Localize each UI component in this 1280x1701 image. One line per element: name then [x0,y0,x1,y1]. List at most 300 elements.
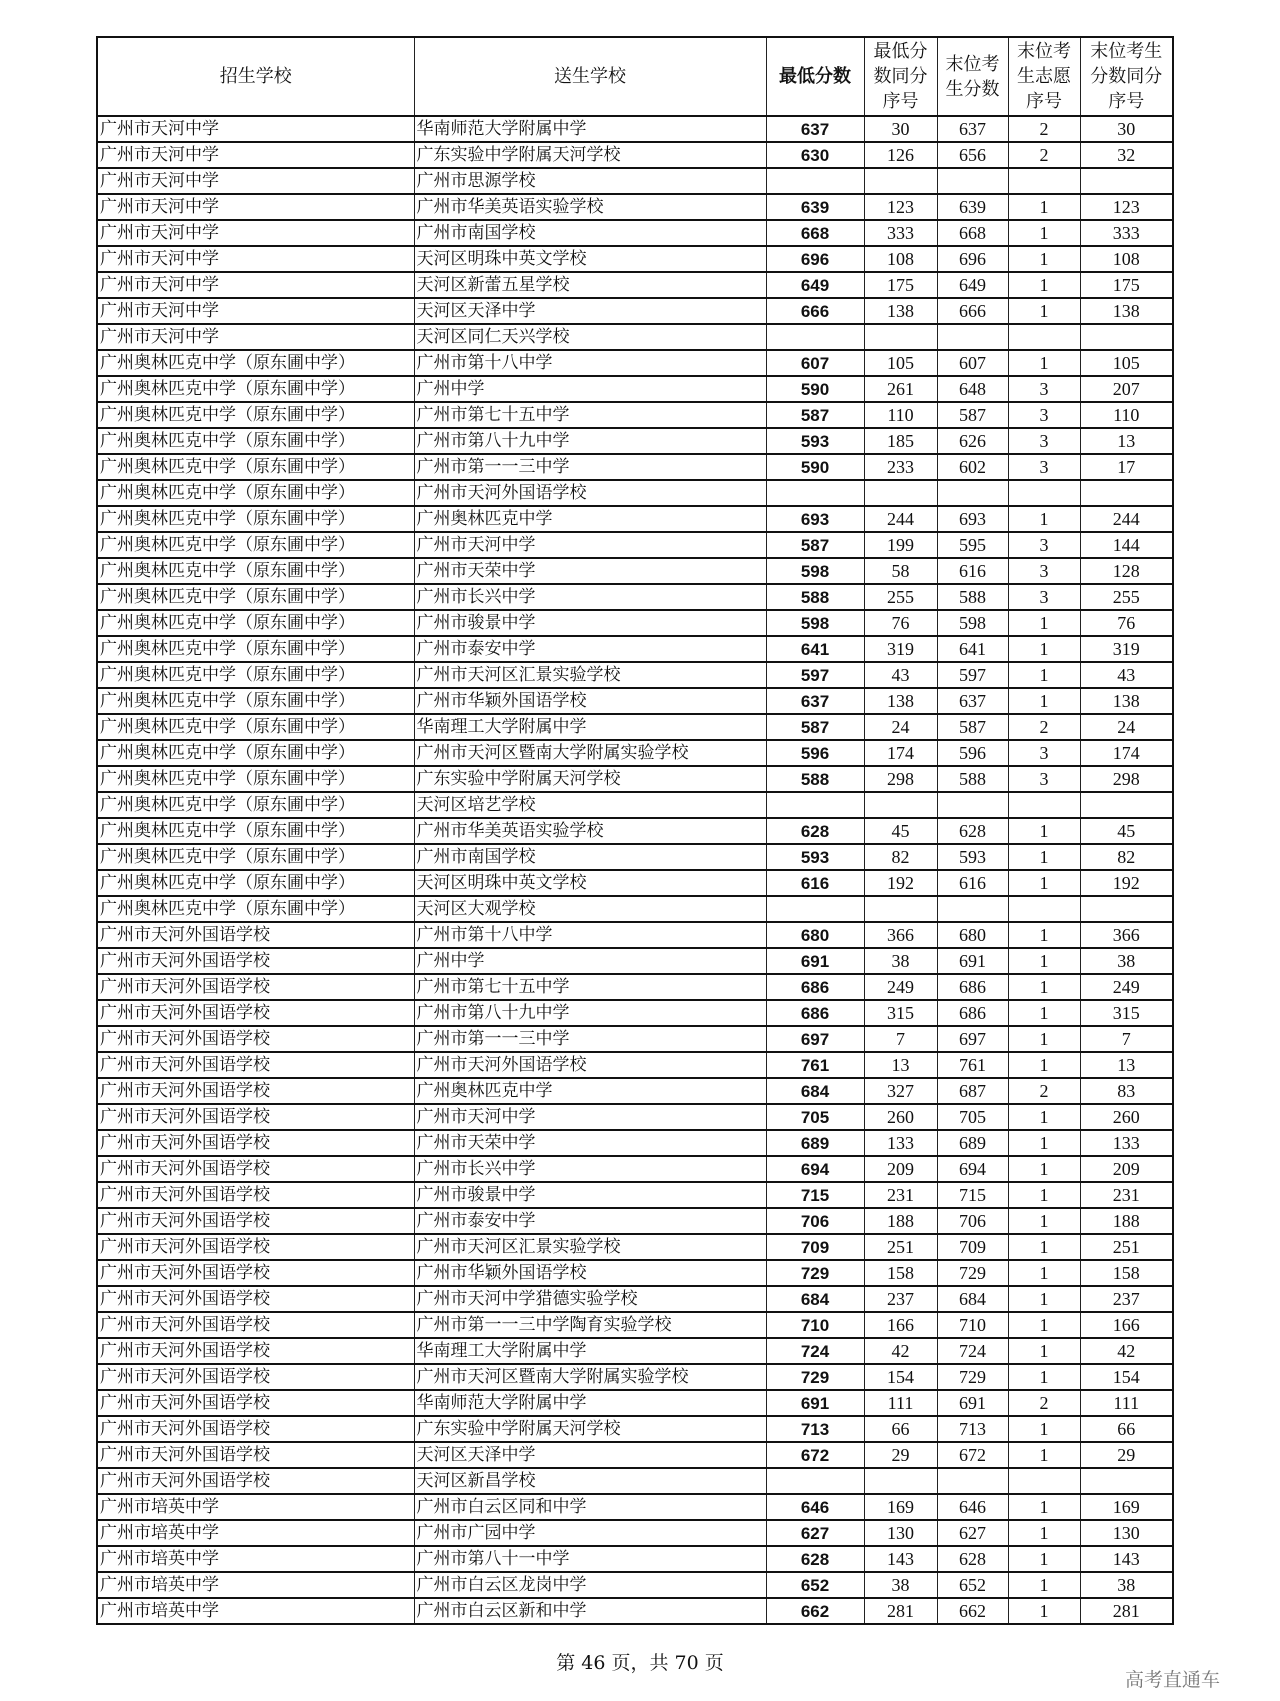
cell-min-score: 694 [766,1156,864,1182]
cell-last-score-tie-rank: 255 [1080,584,1173,610]
cell-last-score: 668 [937,220,1008,246]
table-row [97,1260,1173,1286]
header-last-score-tie-rank: 末位考生分数同分序号 [1080,37,1173,116]
cell-enrolling-school: 广州市培英中学 [97,1546,414,1572]
header-enrolling-school: 招生学校 [97,37,414,116]
cell-last-score: 693 [937,506,1008,532]
cell-sending-school: 天河区天泽中学 [414,298,766,324]
cell-min-score: 598 [766,558,864,584]
table-row [97,506,1173,532]
cell-last-score-tie-rank: 188 [1080,1208,1173,1234]
cell-last-score: 616 [937,558,1008,584]
cell-min-score-tie-rank: 249 [864,974,937,1000]
cell-last-score: 687 [937,1078,1008,1104]
cell-min-score [766,480,864,506]
cell-min-score-tie-rank: 327 [864,1078,937,1104]
cell-enrolling-school: 广州市天河中学 [97,142,414,168]
table-row [97,1572,1173,1598]
cell-last-choice-rank: 1 [1008,1156,1080,1182]
cell-sending-school: 广州市骏景中学 [414,610,766,636]
cell-sending-school: 广州市第十八中学 [414,922,766,948]
cell-last-choice-rank [1008,792,1080,818]
cell-last-score-tie-rank: 45 [1080,818,1173,844]
cell-min-score: 649 [766,272,864,298]
cell-last-choice-rank [1008,896,1080,922]
cell-last-score-tie-rank: 42 [1080,1338,1173,1364]
cell-min-score: 761 [766,1052,864,1078]
table-row [97,1104,1173,1130]
cell-last-choice-rank: 1 [1008,506,1080,532]
cell-min-score-tie-rank: 82 [864,844,937,870]
cell-min-score: 672 [766,1442,864,1468]
cell-min-score-tie-rank: 45 [864,818,937,844]
table-row [97,870,1173,896]
cell-sending-school: 广州市天河区暨南大学附属实验学校 [414,1364,766,1390]
table-row [97,740,1173,766]
cell-last-score: 686 [937,1000,1008,1026]
cell-enrolling-school: 广州奥林匹克中学（原东圃中学） [97,610,414,636]
table-row [97,1312,1173,1338]
cell-sending-school: 广州市天河中学猎德实验学校 [414,1286,766,1312]
cell-enrolling-school: 广州市天河外国语学校 [97,1104,414,1130]
cell-last-score: 616 [937,870,1008,896]
cell-min-score-tie-rank: 38 [864,948,937,974]
cell-last-choice-rank: 1 [1008,1208,1080,1234]
cell-enrolling-school: 广州市天河外国语学校 [97,1364,414,1390]
cell-enrolling-school: 广州市天河外国语学校 [97,1312,414,1338]
cell-last-score: 648 [937,376,1008,402]
cell-min-score: 710 [766,1312,864,1338]
cell-last-score-tie-rank: 333 [1080,220,1173,246]
table-row [97,818,1173,844]
cell-enrolling-school: 广州奥林匹克中学（原东圃中学） [97,584,414,610]
cell-last-score-tie-rank: 76 [1080,610,1173,636]
table-row [97,766,1173,792]
cell-last-score-tie-rank: 158 [1080,1260,1173,1286]
cell-min-score-tie-rank: 66 [864,1416,937,1442]
cell-last-score-tie-rank: 110 [1080,402,1173,428]
cell-min-score: 628 [766,1546,864,1572]
cell-min-score: 630 [766,142,864,168]
cell-min-score: 705 [766,1104,864,1130]
table-row [97,350,1173,376]
cell-last-score: 627 [937,1520,1008,1546]
cell-sending-school: 广州中学 [414,376,766,402]
cell-last-score-tie-rank: 38 [1080,1572,1173,1598]
table-row [97,1442,1173,1468]
cell-enrolling-school: 广州奥林匹克中学（原东圃中学） [97,558,414,584]
header-sending-school: 送生学校 [414,37,766,116]
cell-sending-school: 广东实验中学附属天河学校 [414,766,766,792]
cell-last-choice-rank: 1 [1008,1286,1080,1312]
cell-last-score-tie-rank: 281 [1080,1598,1173,1624]
table-row [97,454,1173,480]
cell-enrolling-school: 广州奥林匹克中学（原东圃中学） [97,792,414,818]
cell-min-score-tie-rank: 126 [864,142,937,168]
cell-min-score-tie-rank: 43 [864,662,937,688]
table-row [97,532,1173,558]
cell-last-score: 602 [937,454,1008,480]
cell-last-score-tie-rank: 32 [1080,142,1173,168]
cell-last-score: 588 [937,584,1008,610]
cell-enrolling-school: 广州市天河中学 [97,324,414,350]
cell-last-choice-rank: 1 [1008,1104,1080,1130]
cell-last-choice-rank: 1 [1008,220,1080,246]
cell-min-score-tie-rank: 169 [864,1494,937,1520]
cell-enrolling-school: 广州奥林匹克中学（原东圃中学） [97,688,414,714]
cell-enrolling-school: 广州奥林匹克中学（原东圃中学） [97,376,414,402]
cell-last-score [937,896,1008,922]
cell-last-score-tie-rank: 249 [1080,974,1173,1000]
cell-min-score-tie-rank: 138 [864,298,937,324]
cell-min-score-tie-rank: 237 [864,1286,937,1312]
cell-sending-school: 广州市骏景中学 [414,1182,766,1208]
cell-sending-school: 广州市天河中学 [414,1104,766,1130]
cell-sending-school: 华南理工大学附属中学 [414,1338,766,1364]
cell-last-score-tie-rank: 128 [1080,558,1173,584]
cell-min-score-tie-rank: 133 [864,1130,937,1156]
cell-enrolling-school: 广州市培英中学 [97,1520,414,1546]
cell-min-score: 697 [766,1026,864,1052]
cell-last-score: 705 [937,1104,1008,1130]
cell-last-score: 628 [937,1546,1008,1572]
cell-last-score-tie-rank: 251 [1080,1234,1173,1260]
cell-sending-school: 广州市第八十九中学 [414,428,766,454]
cell-enrolling-school: 广州奥林匹克中学（原东圃中学） [97,844,414,870]
cell-last-score-tie-rank: 138 [1080,688,1173,714]
cell-last-score: 637 [937,116,1008,142]
table-row [97,1026,1173,1052]
cell-min-score: 598 [766,610,864,636]
cell-last-choice-rank: 1 [1008,1026,1080,1052]
cell-last-score: 597 [937,662,1008,688]
cell-last-score: 595 [937,532,1008,558]
table-row [97,896,1173,922]
cell-last-choice-rank: 1 [1008,272,1080,298]
cell-enrolling-school: 广州市天河外国语学校 [97,1468,414,1494]
cell-min-score: 590 [766,454,864,480]
cell-min-score-tie-rank: 233 [864,454,937,480]
cell-sending-school: 广州市长兴中学 [414,1156,766,1182]
cell-last-score-tie-rank: 83 [1080,1078,1173,1104]
cell-sending-school: 天河区同仁天兴学校 [414,324,766,350]
cell-last-score: 691 [937,1390,1008,1416]
cell-sending-school: 广州市天河区汇景实验学校 [414,1234,766,1260]
cell-min-score [766,792,864,818]
cell-last-score: 649 [937,272,1008,298]
cell-last-score-tie-rank: 209 [1080,1156,1173,1182]
cell-last-choice-rank: 2 [1008,142,1080,168]
table-row [97,1052,1173,1078]
table-row [97,974,1173,1000]
cell-min-score: 616 [766,870,864,896]
cell-last-choice-rank: 1 [1008,1364,1080,1390]
page-footer: 第 46 页，共 70 页 [556,1652,724,1674]
cell-last-choice-rank: 1 [1008,922,1080,948]
cell-min-score-tie-rank: 38 [864,1572,937,1598]
cell-last-choice-rank: 1 [1008,1546,1080,1572]
table-row [97,298,1173,324]
cell-last-score-tie-rank: 174 [1080,740,1173,766]
cell-min-score: 652 [766,1572,864,1598]
cell-last-score-tie-rank: 169 [1080,1494,1173,1520]
cell-last-score-tie-rank: 66 [1080,1416,1173,1442]
table-row [97,272,1173,298]
cell-min-score: 724 [766,1338,864,1364]
cell-last-score: 596 [937,740,1008,766]
cell-last-choice-rank: 1 [1008,1000,1080,1026]
cell-enrolling-school: 广州市天河外国语学校 [97,1182,414,1208]
cell-sending-school: 广州市天河外国语学校 [414,480,766,506]
cell-last-choice-rank: 1 [1008,610,1080,636]
table-row [97,194,1173,220]
cell-last-score-tie-rank: 17 [1080,454,1173,480]
table-row [97,324,1173,350]
table-row [97,1156,1173,1182]
cell-last-choice-rank: 1 [1008,1312,1080,1338]
cell-sending-school: 天河区天泽中学 [414,1442,766,1468]
cell-enrolling-school: 广州奥林匹克中学（原东圃中学） [97,818,414,844]
cell-last-score-tie-rank: 244 [1080,506,1173,532]
cell-min-score-tie-rank: 333 [864,220,937,246]
cell-last-score: 696 [937,246,1008,272]
cell-min-score: 729 [766,1364,864,1390]
cell-sending-school: 广州市天河外国语学校 [414,1052,766,1078]
table-row [97,662,1173,688]
cell-sending-school: 广州市白云区同和中学 [414,1494,766,1520]
cell-last-choice-rank: 3 [1008,766,1080,792]
table-row [97,1234,1173,1260]
cell-sending-school: 广州市白云区龙岗中学 [414,1572,766,1598]
cell-last-score-tie-rank: 123 [1080,194,1173,220]
cell-min-score-tie-rank: 42 [864,1338,937,1364]
cell-min-score: 689 [766,1130,864,1156]
cell-last-score-tie-rank: 154 [1080,1364,1173,1390]
cell-min-score: 597 [766,662,864,688]
cell-last-choice-rank: 1 [1008,948,1080,974]
cell-min-score: 588 [766,766,864,792]
cell-min-score: 593 [766,428,864,454]
cell-last-choice-rank: 3 [1008,740,1080,766]
cell-last-choice-rank: 3 [1008,402,1080,428]
cell-sending-school: 广州市天荣中学 [414,558,766,584]
cell-min-score: 596 [766,740,864,766]
cell-last-score: 672 [937,1442,1008,1468]
cell-min-score-tie-rank: 76 [864,610,937,636]
cell-min-score: 693 [766,506,864,532]
cell-enrolling-school: 广州奥林匹克中学（原东圃中学） [97,454,414,480]
cell-last-choice-rank: 1 [1008,1494,1080,1520]
cell-min-score-tie-rank [864,1468,937,1494]
cell-last-choice-rank: 1 [1008,1260,1080,1286]
cell-last-score: 706 [937,1208,1008,1234]
cell-last-choice-rank: 1 [1008,662,1080,688]
cell-enrolling-school: 广州奥林匹克中学（原东圃中学） [97,870,414,896]
cell-min-score-tie-rank: 366 [864,922,937,948]
cell-min-score: 588 [766,584,864,610]
cell-enrolling-school: 广州奥林匹克中学（原东圃中学） [97,480,414,506]
cell-min-score-tie-rank [864,792,937,818]
cell-last-choice-rank: 1 [1008,1130,1080,1156]
cell-last-score: 666 [937,298,1008,324]
cell-enrolling-school: 广州市培英中学 [97,1494,414,1520]
cell-last-score [937,1468,1008,1494]
cell-sending-school: 广州市长兴中学 [414,584,766,610]
cell-min-score-tie-rank: 123 [864,194,937,220]
table-row [97,1364,1173,1390]
cell-last-score: 662 [937,1598,1008,1624]
cell-sending-school: 广州市第十八中学 [414,350,766,376]
cell-last-choice-rank: 1 [1008,870,1080,896]
cell-last-choice-rank: 1 [1008,1338,1080,1364]
cell-sending-school: 广州市第一一三中学 [414,454,766,480]
cell-last-score-tie-rank: 260 [1080,1104,1173,1130]
cell-min-score: 684 [766,1078,864,1104]
cell-last-choice-rank [1008,1468,1080,1494]
cell-enrolling-school: 广州市天河外国语学校 [97,974,414,1000]
cell-enrolling-school: 广州市天河外国语学校 [97,1156,414,1182]
cell-min-score: 641 [766,636,864,662]
cell-sending-school: 华南师范大学附属中学 [414,1390,766,1416]
cell-last-score: 607 [937,350,1008,376]
cell-last-score: 761 [937,1052,1008,1078]
cell-last-score: 729 [937,1364,1008,1390]
cell-enrolling-school: 广州奥林匹克中学（原东圃中学） [97,428,414,454]
cell-min-score-tie-rank: 192 [864,870,937,896]
cell-min-score-tie-rank: 255 [864,584,937,610]
table-row [97,1130,1173,1156]
cell-last-score-tie-rank [1080,1468,1173,1494]
cell-sending-school: 天河区新蕾五星学校 [414,272,766,298]
table-row [97,220,1173,246]
cell-last-score: 684 [937,1286,1008,1312]
cell-min-score-tie-rank: 199 [864,532,937,558]
cell-sending-school: 广州市华颖外国语学校 [414,1260,766,1286]
cell-last-score-tie-rank: 319 [1080,636,1173,662]
cell-enrolling-school: 广州奥林匹克中学（原东圃中学） [97,350,414,376]
cell-last-score: 652 [937,1572,1008,1598]
cell-last-score: 689 [937,1130,1008,1156]
cell-enrolling-school: 广州奥林匹克中学（原东圃中学） [97,896,414,922]
cell-sending-school: 天河区培艺学校 [414,792,766,818]
cell-min-score-tie-rank: 110 [864,402,937,428]
cell-enrolling-school: 广州市培英中学 [97,1598,414,1624]
cell-last-choice-rank: 1 [1008,1572,1080,1598]
cell-min-score: 593 [766,844,864,870]
cell-last-score-tie-rank: 38 [1080,948,1173,974]
table-row [97,1000,1173,1026]
table-row [97,168,1173,194]
cell-sending-school: 广东实验中学附属天河学校 [414,1416,766,1442]
table-row [97,1546,1173,1572]
cell-last-score: 694 [937,1156,1008,1182]
cell-last-choice-rank: 1 [1008,818,1080,844]
cell-sending-school: 广州市广园中学 [414,1520,766,1546]
cell-last-score: 587 [937,402,1008,428]
cell-last-score: 587 [937,714,1008,740]
cell-last-choice-rank: 1 [1008,1442,1080,1468]
cell-last-score: 639 [937,194,1008,220]
cell-min-score: 628 [766,818,864,844]
cell-enrolling-school: 广州市天河中学 [97,272,414,298]
cell-last-choice-rank: 3 [1008,428,1080,454]
cell-sending-school: 广州市天河区暨南大学附属实验学校 [414,740,766,766]
cell-min-score-tie-rank: 158 [864,1260,937,1286]
cell-min-score: 680 [766,922,864,948]
cell-last-choice-rank: 1 [1008,1520,1080,1546]
cell-last-choice-rank: 3 [1008,584,1080,610]
cell-enrolling-school: 广州奥林匹克中学（原东圃中学） [97,532,414,558]
cell-enrolling-school: 广州市天河中学 [97,220,414,246]
cell-sending-school: 广州市泰安中学 [414,636,766,662]
table-row [97,246,1173,272]
cell-sending-school: 广州市天荣中学 [414,1130,766,1156]
cell-min-score-tie-rank: 251 [864,1234,937,1260]
cell-last-choice-rank: 3 [1008,454,1080,480]
watermark: 高考直通车 [1125,1669,1221,1691]
cell-last-choice-rank: 2 [1008,1390,1080,1416]
cell-enrolling-school: 广州市天河中学 [97,168,414,194]
table-row [97,1182,1173,1208]
cell-sending-school: 天河区明珠中英文学校 [414,246,766,272]
cell-last-score-tie-rank: 7 [1080,1026,1173,1052]
cell-min-score: 637 [766,688,864,714]
cell-last-choice-rank: 3 [1008,376,1080,402]
cell-min-score-tie-rank: 130 [864,1520,937,1546]
cell-min-score: 684 [766,1286,864,1312]
table-row [97,1520,1173,1546]
cell-min-score: 587 [766,402,864,428]
table-row [97,142,1173,168]
cell-last-score-tie-rank: 144 [1080,532,1173,558]
cell-last-score [937,168,1008,194]
cell-min-score-tie-rank: 138 [864,688,937,714]
cell-min-score: 646 [766,1494,864,1520]
cell-min-score-tie-rank: 24 [864,714,937,740]
cell-min-score: 662 [766,1598,864,1624]
cell-last-score-tie-rank: 133 [1080,1130,1173,1156]
cell-min-score-tie-rank: 58 [864,558,937,584]
cell-enrolling-school: 广州市天河外国语学校 [97,1442,414,1468]
table-row [97,584,1173,610]
cell-last-score-tie-rank: 29 [1080,1442,1173,1468]
table-row [97,428,1173,454]
cell-last-score: 724 [937,1338,1008,1364]
cell-sending-school: 天河区新昌学校 [414,1468,766,1494]
cell-last-score-tie-rank [1080,792,1173,818]
cell-last-choice-rank: 1 [1008,844,1080,870]
header-min-score: 最低分数 [766,37,864,116]
cell-last-choice-rank [1008,168,1080,194]
cell-sending-school: 广州市南国学校 [414,220,766,246]
table-row [97,844,1173,870]
cell-last-score: 710 [937,1312,1008,1338]
cell-last-score-tie-rank: 366 [1080,922,1173,948]
cell-min-score: 729 [766,1260,864,1286]
table-row [97,610,1173,636]
cell-last-score-tie-rank [1080,324,1173,350]
cell-enrolling-school: 广州奥林匹克中学（原东圃中学） [97,662,414,688]
cell-last-choice-rank: 1 [1008,1234,1080,1260]
cell-enrolling-school: 广州市天河外国语学校 [97,1130,414,1156]
table-row [97,688,1173,714]
cell-min-score-tie-rank [864,324,937,350]
table-row [97,636,1173,662]
cell-enrolling-school: 广州市天河外国语学校 [97,948,414,974]
cell-min-score-tie-rank: 30 [864,116,937,142]
cell-last-score: 691 [937,948,1008,974]
cell-last-score: 646 [937,1494,1008,1520]
